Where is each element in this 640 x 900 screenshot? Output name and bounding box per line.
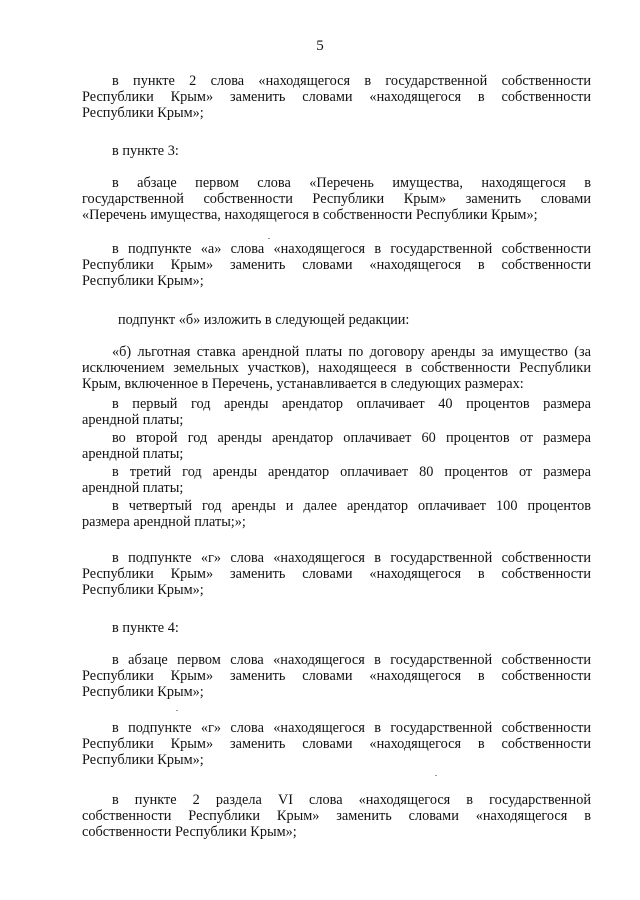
text-line: исключением земельных участков), находящееся в собственности Республики [82,360,591,377]
text-line: Республики Крым»; [82,582,204,599]
paragraph [82,498,591,530]
text-line: Республики Крым» заменить словами «находящегося в собственности [82,566,591,583]
text-line: арендной платы; [82,480,184,497]
text-line: Республики Крым»; [82,752,204,769]
text-line: в третий год аренды арендатор оплачивает 80 процентов от размера [112,464,591,480]
text-line: в абзаце первом слова «Перечень имущества, находящегося в [112,175,591,191]
page-number: 5 [316,38,324,54]
text-line: в абзаце первом слова «находящегося в государственной собственности [112,652,591,668]
paragraph [82,620,591,636]
text-line: «б) льготная ставка арендной платы по договору аренды за имущество (за [112,344,591,360]
paragraph [82,143,591,159]
paragraph [82,241,591,290]
paragraph [82,652,591,701]
scan-speck [268,238,270,239]
paragraph [82,550,591,599]
scan-speck [176,710,178,711]
text-line: «Перечень имущества, находящегося в собственности Республики Крым»; [82,207,538,224]
text-line: Республики Крым»; [82,105,204,122]
text-line: в пункте 3: [112,143,179,159]
text-line: Республики Крым» заменить словами «находящегося в собственности [82,89,591,106]
paragraph [82,73,591,122]
text-line: в пункте 2 слова «находящегося в государственной собственности [112,73,591,89]
text-line: Крым, включенное в Перечень, устанавливается в следующих размерах: [82,376,524,393]
text-line: арендной платы; [82,412,184,429]
text-line: Республики Крым» заменить словами «находящегося в собственности [82,736,591,753]
text-line: в четвертый год аренды и далее арендатор оплачивает 100 процентов [112,498,591,514]
text-line: в первый год аренды арендатор оплачивает 40 процентов размера [112,396,591,412]
paragraph [88,312,597,328]
text-line: Республики Крым» заменить словами «находящегося в собственности [82,257,591,274]
text-line: собственности Республики Крым»; [82,824,297,841]
text-line: в подпункте «г» слова «находящегося в государственной собственности [112,550,591,566]
paragraph [82,792,591,841]
text-line: размера арендной платы;»; [82,514,246,531]
text-line: государственной собственности Республики Крым» заменить словами [82,191,591,208]
text-line: арендной платы; [82,446,184,463]
scan-speck [435,775,437,776]
text-line: собственности Республики Крым» заменить словами «находящегося в [82,808,591,825]
text-line: во второй год аренды арендатор оплачивает 60 процентов от размера [112,430,591,446]
paragraph [82,720,591,769]
paragraph [82,430,591,462]
text-line: в подпункте «г» слова «находящегося в государственной собственности [112,720,591,736]
paragraph [82,175,591,224]
paragraph [82,464,591,496]
text-line: подпункт «б» изложить в следующей редакции: [118,312,410,328]
paragraph [82,344,591,393]
text-line: в пункте 4: [112,620,179,636]
paragraph [82,396,591,428]
text-line: в пункте 2 раздела VI слова «находящегося в государственной [112,792,591,808]
text-line: Республики Крым»; [82,273,204,290]
text-line: Республики Крым» заменить словами «находящегося в собственности [82,668,591,685]
text-line: Республики Крым»; [82,684,204,701]
text-line: в подпункте «а» слова «находящегося в государственной собственности [112,241,591,257]
